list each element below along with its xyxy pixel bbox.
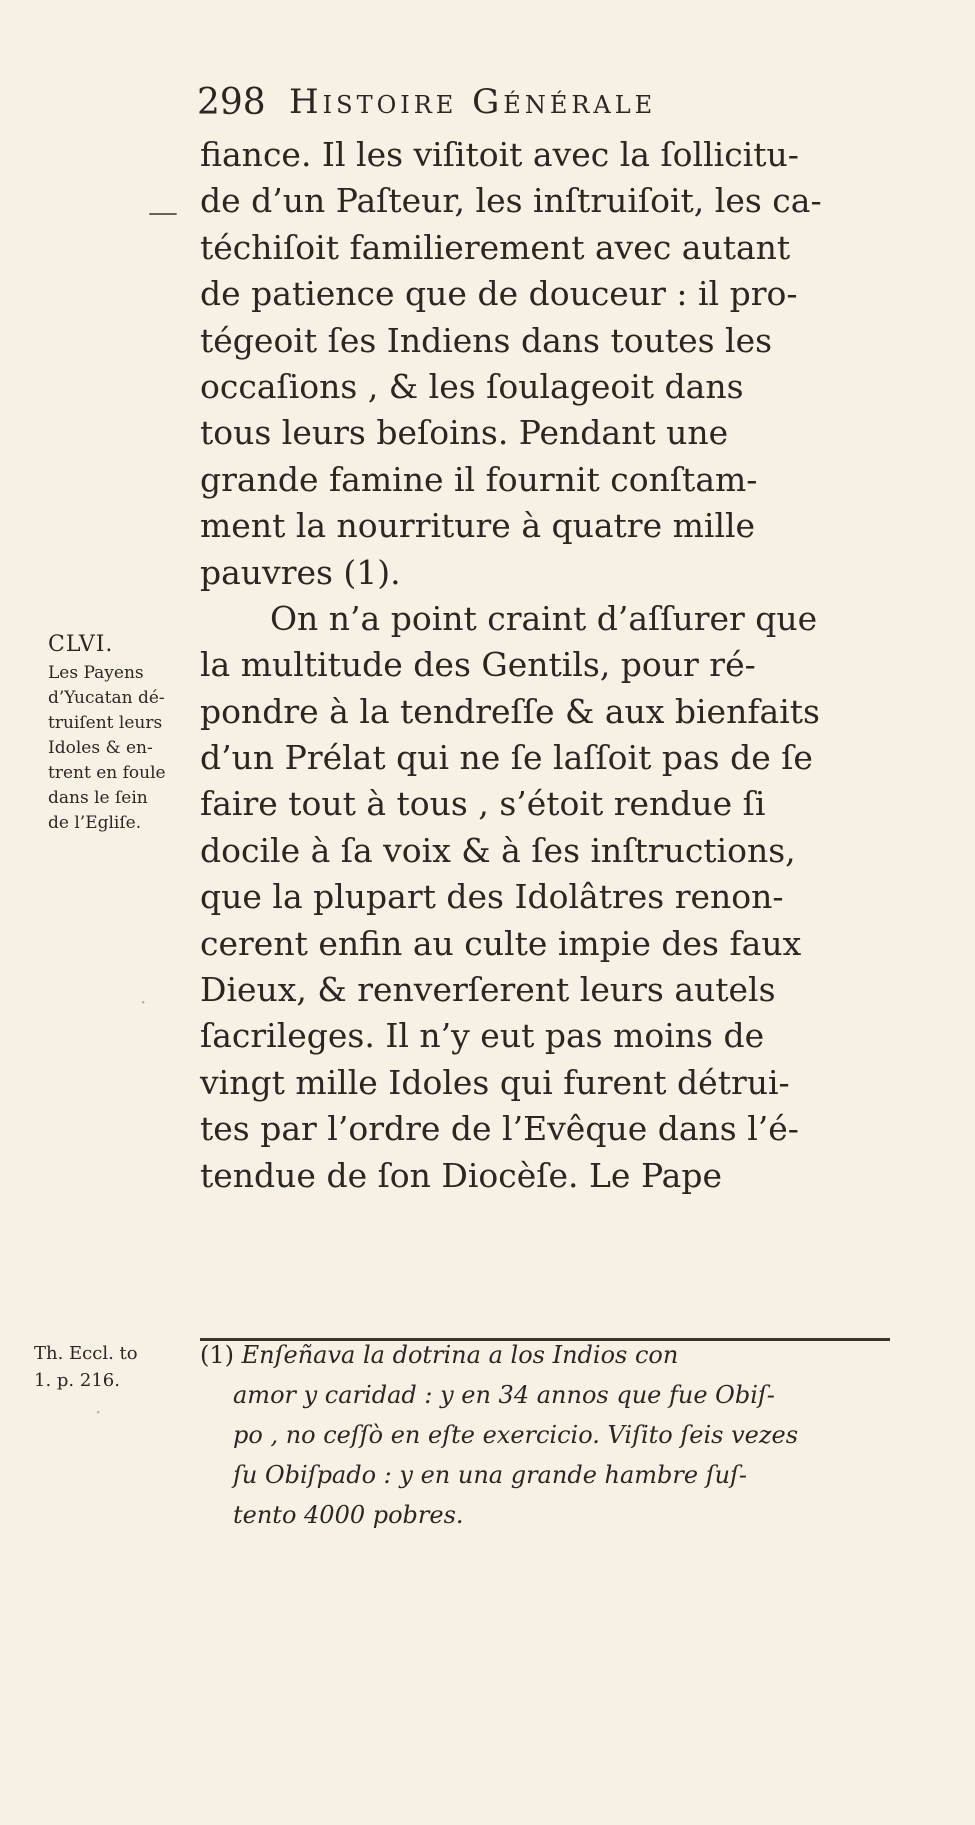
marginal-note-line: Idoles & en- [48, 738, 153, 758]
text-line: grande famine il fournit conſtam- [200, 459, 758, 499]
ink-speck: · [140, 990, 147, 1014]
text-line: de patience que de douceur : il pro- [200, 274, 798, 314]
text-line: de d’un Paſteur, les inſtruiſoit, les ca- [200, 181, 822, 221]
text-line: docile à ſa voix & à ſes inſtructions, [200, 830, 796, 870]
page-number: 298 [197, 82, 266, 123]
text-line: tes par l’ordre de l’Evêque dans l’é- [200, 1109, 799, 1149]
footnote-reference [34, 1340, 184, 1394]
text-line: faire tout à tous , s’étoit rendue ſi [200, 784, 766, 824]
text-line: vingt mille Idoles qui furent détrui- [200, 1062, 790, 1102]
text-line: tendue de ſon Diocèſe. Le Pape [200, 1155, 723, 1195]
footnote-line: ſu Obiſpado : y en una grande hambre ſuſ- [233, 1461, 748, 1489]
marginal-note-line: Les Payens [48, 663, 144, 683]
section-number: CLVI. [48, 632, 114, 657]
main-text [200, 132, 900, 1199]
text-line: la multitude des Gentils, pour ré- [200, 645, 756, 685]
footnote-text: Enſeñava la dotrina a los Indios con [241, 1341, 679, 1369]
text-line: cerent enfin au culte impie des faux [200, 923, 802, 963]
marginal-note-line: truiſent leurs [48, 713, 163, 733]
footnote-reference-line: Th. Eccl. to [34, 1343, 138, 1364]
marginal-note-line: de l’Egliſe. [48, 813, 142, 833]
text-line: d’un Prélat qui ne ſe laſſoit pas de ſe [200, 738, 813, 778]
marginal-note-line: trent en foule [48, 763, 166, 783]
footnote-marker: (1) [200, 1341, 234, 1369]
text-line: Dieux, & renverſerent leurs autels [200, 970, 776, 1010]
ink-speck: · [95, 1400, 102, 1424]
footnote-line: po , no ceſſò en eſte exercicio. Viſito ſeis vezes [233, 1421, 799, 1449]
text-line: pauvres (1). [200, 552, 401, 592]
text-line: tous leurs beſoins. Pendant une [200, 413, 729, 453]
marginal-note-line: dans le ſein [48, 788, 148, 808]
text-line: ment la nourriture à quatre mille [200, 506, 756, 546]
footnote [200, 1335, 900, 1535]
footnote-reference-line: 1. p. 216. [34, 1370, 120, 1391]
text-line: fiance. Il les viſitoit avec la ſollicitu- [200, 135, 799, 174]
text-line: pondre à la tendreſſe & aux bienfaits [200, 691, 820, 731]
footnote-line: tento 4000 pobres. [233, 1501, 464, 1529]
footnote-line [200, 1335, 900, 1375]
marginal-note-line: d’Yucatan dé- [48, 688, 165, 708]
text-line: téchiſoit familierement avec autant [200, 227, 791, 267]
footnote-line: amor y caridad : y en 34 annos que fue Obiſ- [233, 1381, 775, 1409]
text-line: tégeoit ſes Indiens dans toutes les [200, 320, 773, 360]
page-header [197, 82, 877, 132]
margin-dash: — [148, 195, 178, 230]
running-title: Histoire Générale [289, 82, 657, 122]
text-line: occaſions , & les ſoulageoit dans [200, 366, 744, 406]
paragraph-start-line: On n’a point craint d’aſſurer que [270, 598, 818, 638]
marginal-note [48, 632, 208, 836]
text-line: ſacrileges. Il n’y eut pas moins de [200, 1016, 765, 1056]
text-line: que la plupart des Idolâtres renon- [200, 877, 784, 917]
